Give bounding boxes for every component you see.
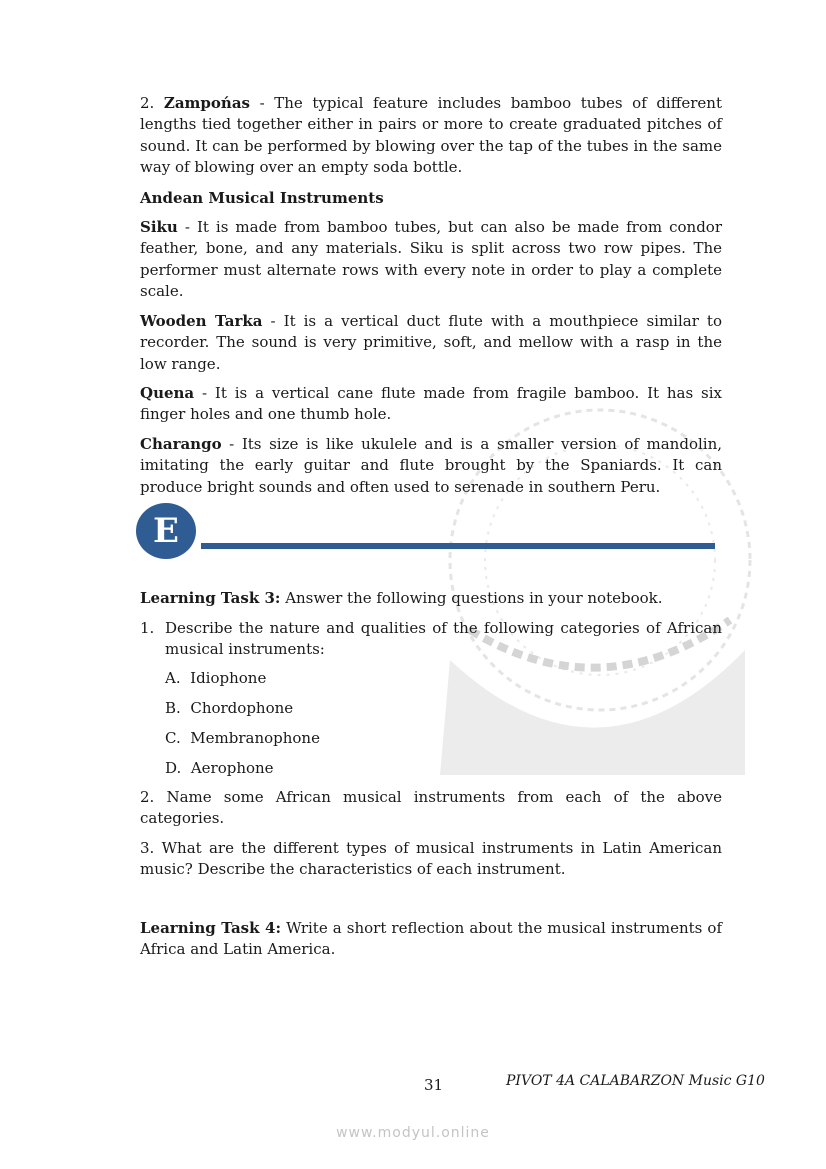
quena-paragraph: Quena - It is a vertical cane flute made from fragile bamboo. It has six finger holes and one thumb hole.	[140, 384, 722, 424]
siku-paragraph: Siku - It is made from bamboo tubes, but can also be made from condor feather, bone, and any materials. Siku is split across two row pipes. The performer must alternate rows with every note in order to play a complete scale.	[140, 218, 722, 301]
task4-instruction: Learning Task 4: Write a short reflection about the musical instruments of Africa and Latin America.	[140, 919, 723, 959]
question-3: 3. What are the different types of musical instruments in Latin American music? Describe the characteristics of each instrument.	[140, 839, 722, 879]
zamponas-paragraph: 2. Zampońas - The typical feature includes bamboo tubes of different lengths tied together either in pairs or more to create graduated pitches of sound. It can be performed by blowing over the tap of the tubes in the same way of blowing over an empty soda bottle.	[140, 94, 722, 177]
option-d: D. Aerophone	[165, 759, 274, 777]
option-a: A. Idiophone	[165, 669, 267, 687]
charango-paragraph: Charango - Its size is like ukulele and is a smaller version of mandolin, imitating the early guitar and flute brought by the Spaniards. It can produce bright sounds and often used to serenade in southern Peru.	[140, 435, 722, 496]
section-divider	[201, 543, 715, 549]
task3-instruction: Learning Task 3: Answer the following questions in your notebook.	[140, 589, 663, 607]
question-2: 2. Name some African musical instruments from each of the above categories.	[140, 788, 722, 828]
option-b: B. Chordophone	[165, 699, 294, 717]
andean-heading: Andean Musical Instruments	[140, 189, 384, 207]
section-e-badge: E	[136, 503, 196, 559]
site-watermark-text: www.modyul.online	[336, 1125, 490, 1141]
question-1: Describe the nature and qualities of the following categories of African musical instruments:	[165, 619, 722, 659]
footer-title: PIVOT 4A CALABARZON Music G10	[506, 1073, 765, 1089]
option-c: C. Membranophone	[165, 729, 320, 747]
wooden-tarka-paragraph: Wooden Tarka - It is a vertical duct flute with a mouthpiece similar to recorder. The sound is very primitive, soft, and mellow with a rasp in the low range.	[140, 312, 722, 373]
page-number: 31	[424, 1076, 444, 1094]
zamponas-term: Zampońas	[163, 94, 250, 112]
question-1-number: 1.	[140, 619, 155, 637]
